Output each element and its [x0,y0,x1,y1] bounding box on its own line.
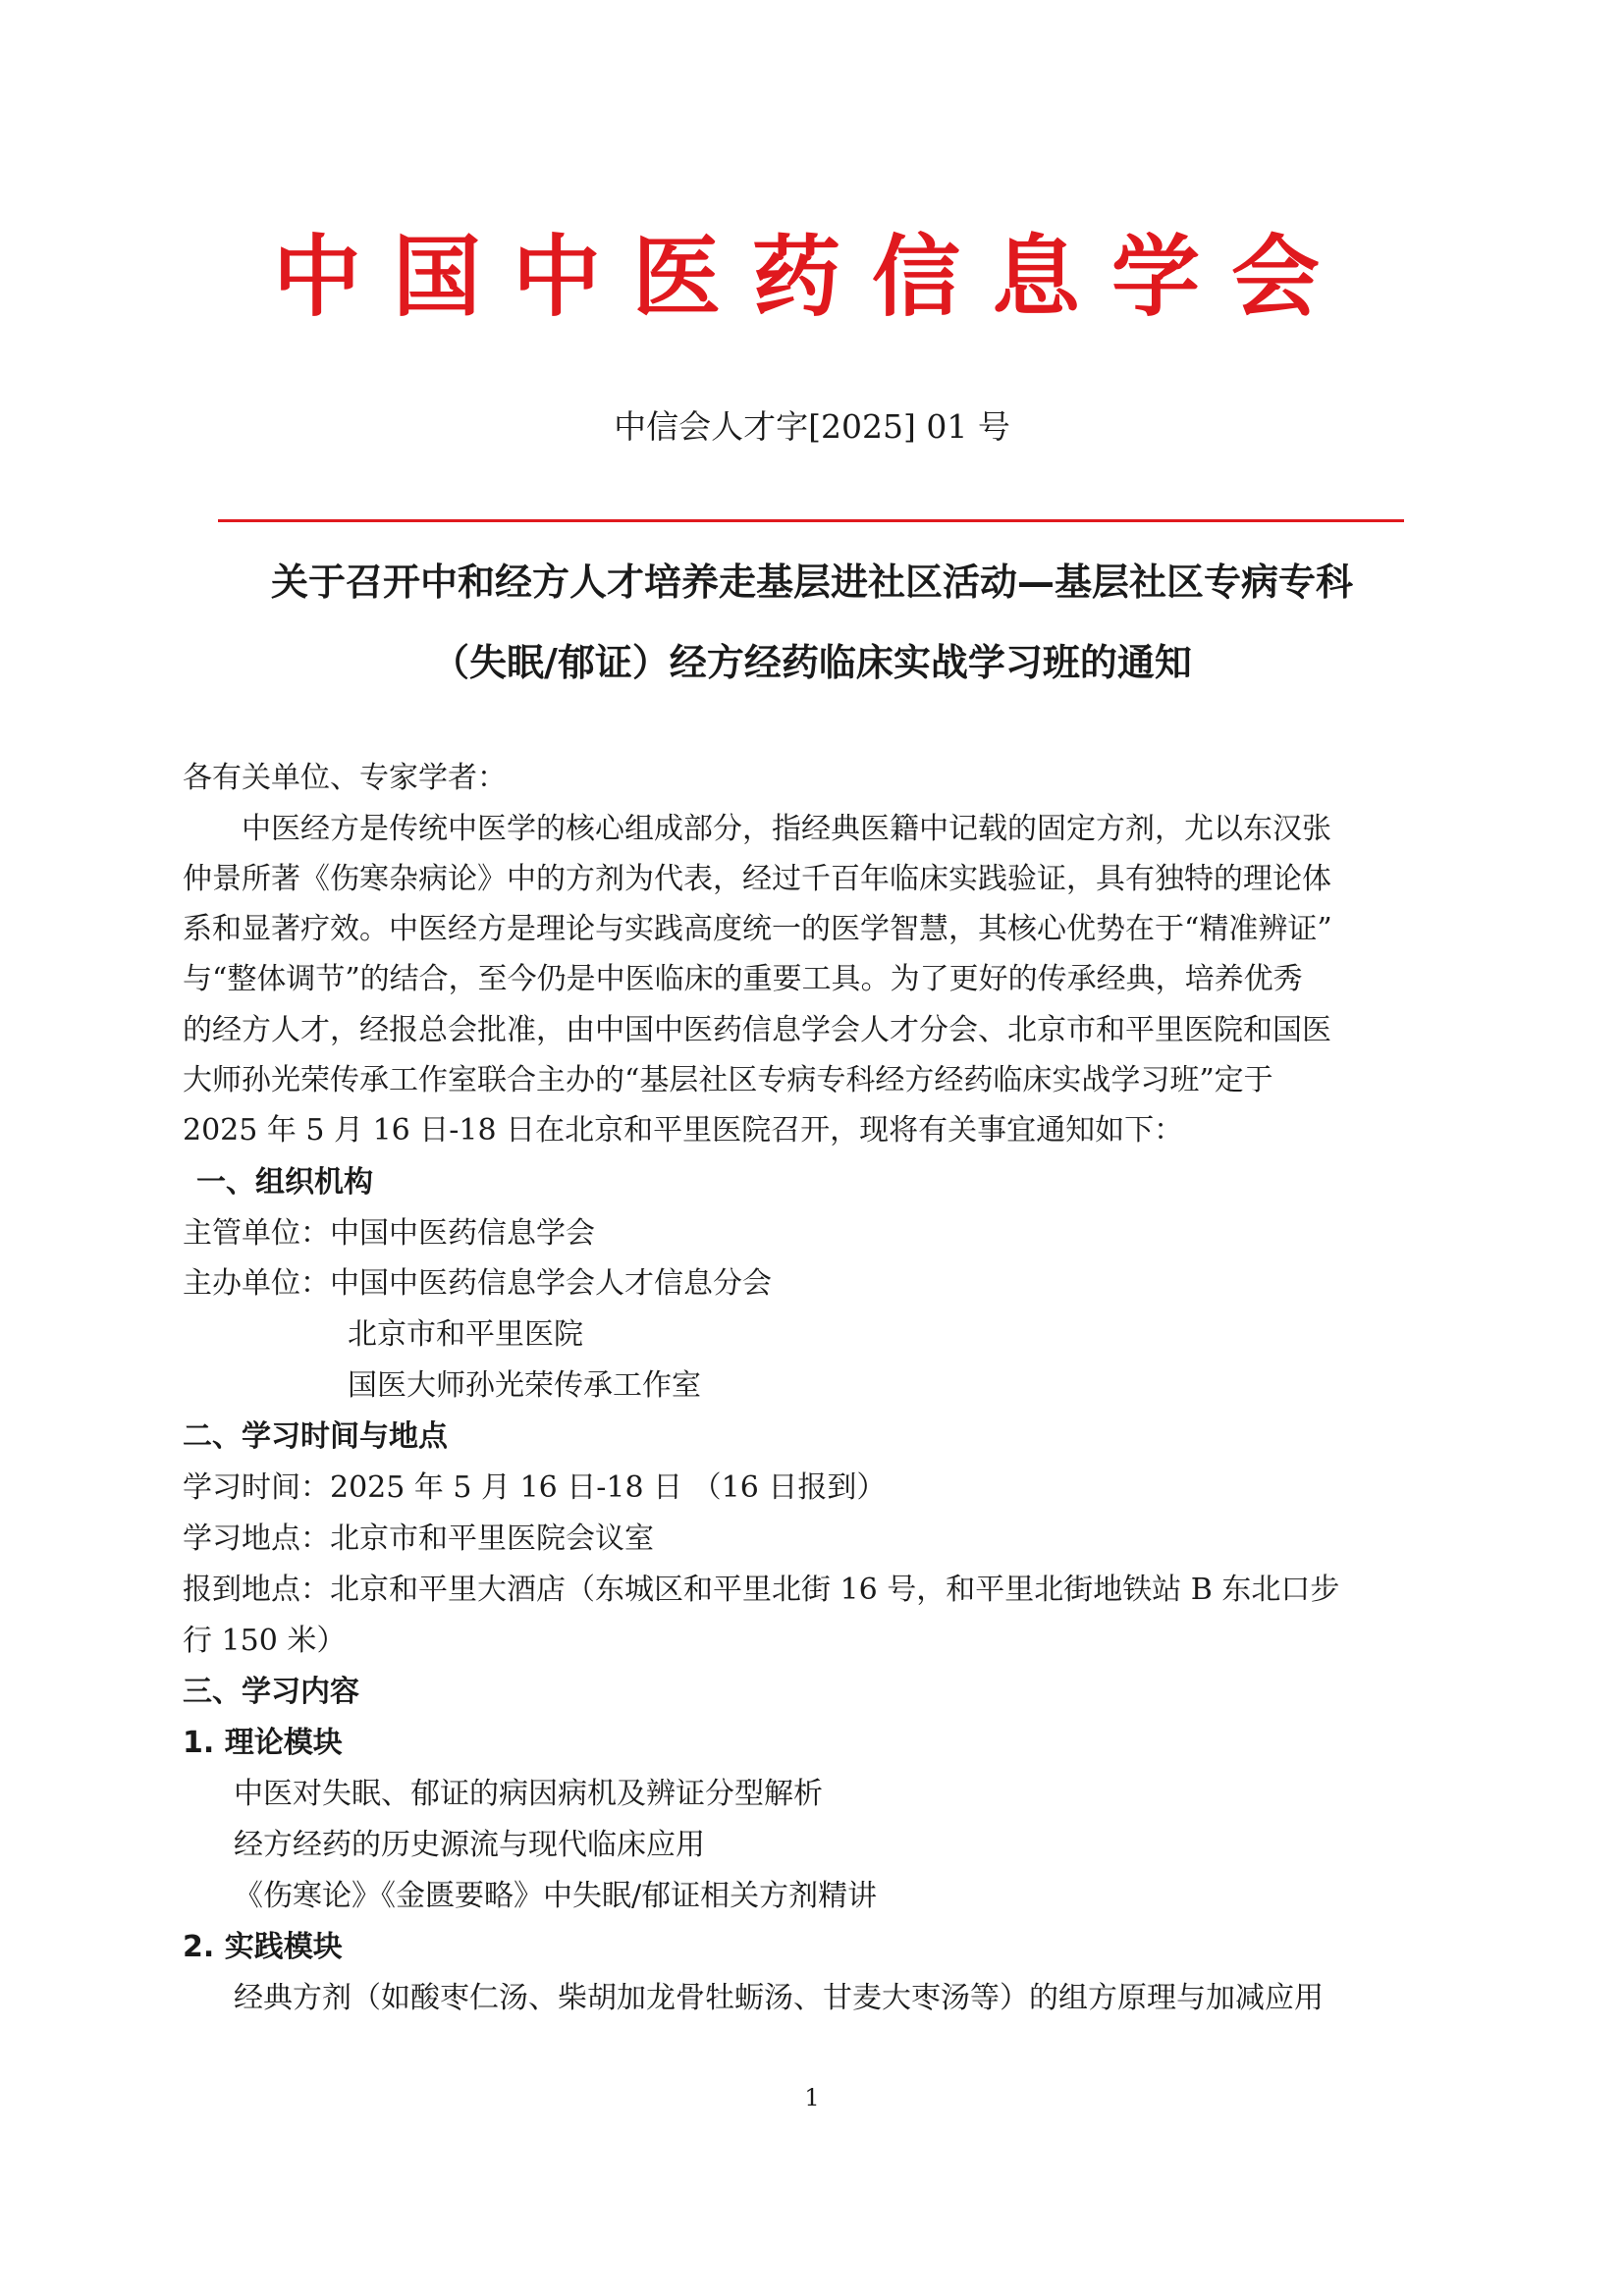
intro-line: 中医经方是传统中医学的核心组成部分，指经典医籍中记载的固定方剂，尤以东汉张 [242,812,1331,846]
host-name: 中国中医药信息学会人才信息分会 [330,1266,772,1301]
theory-item: 经方经药的历史源流与现代临床应用 [234,1828,705,1862]
host-name: 北京市和平里医院 [348,1317,583,1352]
theory-module-heading: 1. 理论模块 [183,1726,343,1760]
checkin-value-continued: 行 150 米） [183,1624,347,1658]
intro-line: 系和显著疗效。中医经方是理论与实践高度统一的医学智慧，其核心优势在于“精准辨证” [183,912,1332,946]
study-venue-label: 学习地点： [183,1522,330,1556]
study-time-row [183,1467,886,1510]
hosts-row [183,1262,772,1306]
practice-module-heading: 2. 实践模块 [183,1930,343,1964]
notice-title-line-2: （失眠/郁证）经方经药临床实战学习班的通知 [432,641,1192,684]
intro-line: 的经方人才，经报总会批准，由中国中医药信息学会人才分会、北京市和平里医院和国医 [183,1013,1331,1047]
study-time-label: 学习时间： [183,1470,330,1505]
intro-line: 大师孙光荣传承工作室联合主办的“基层社区专病专科经方经药临床实战学习班”定于 [183,1063,1273,1097]
checkin-row [183,1569,1339,1612]
salutation: 各有关单位、专家学者： [183,761,507,795]
section-heading-organization: 一、组织机构 [196,1165,373,1200]
page-number: 1 [804,2084,820,2111]
supervisor-label: 主管单位： [183,1216,330,1251]
intro-line: 与“整体调节”的结合，至今仍是中医临床的重要工具。为了更好的传承经典，培养优秀 [183,962,1303,996]
checkin-label: 报到地点： [183,1573,330,1607]
org-letterhead: 中国中医药信息学会 [273,226,1351,329]
supervisor-value: 中国中医药信息学会 [330,1216,595,1251]
section-heading-time-venue: 二、学习时间与地点 [183,1419,448,1454]
checkin-value: 北京和平里大酒店（东城区和平里北街 16 号，和平里北街地铁站 B 东北口步 [330,1573,1340,1607]
host-name: 国医大师孙光荣传承工作室 [348,1368,701,1403]
study-venue-value: 北京市和平里医院会议室 [330,1522,654,1556]
notice-title-line-1: 关于召开中和经方人才培养走基层进社区活动—基层社区专病专科 [270,561,1353,604]
theory-item: 《伤寒论》《金匮要略》中失眠/郁证相关方剂精讲 [234,1879,878,1913]
supervisor-row [183,1212,595,1255]
section-heading-content: 三、学习内容 [183,1675,359,1709]
practice-item: 经典方剂（如酸枣仁汤、柴胡加龙骨牡蛎汤、甘麦大枣汤等）的组方原理与加减应用 [234,1981,1324,2015]
intro-line: 2025 年 5 月 16 日-18 日在北京和平里医院召开，现将有关事宜通知如下： [183,1113,1184,1148]
intro-line: 仲景所著《伤寒杂病论》中的方剂为代表，经过千百年临床实践验证，具有独特的理论体 [183,862,1331,896]
theory-item: 中医对失眠、郁证的病因病机及辨证分型解析 [234,1777,823,1811]
study-venue-row [183,1518,654,1561]
study-time-value: 2025 年 5 月 16 日-18 日 （16 日报到） [330,1470,887,1505]
document-number: 中信会人才字[2025] 01 号 [614,407,1010,446]
letterhead-divider [218,519,1404,522]
hosts-label: 主办单位： [183,1266,330,1301]
